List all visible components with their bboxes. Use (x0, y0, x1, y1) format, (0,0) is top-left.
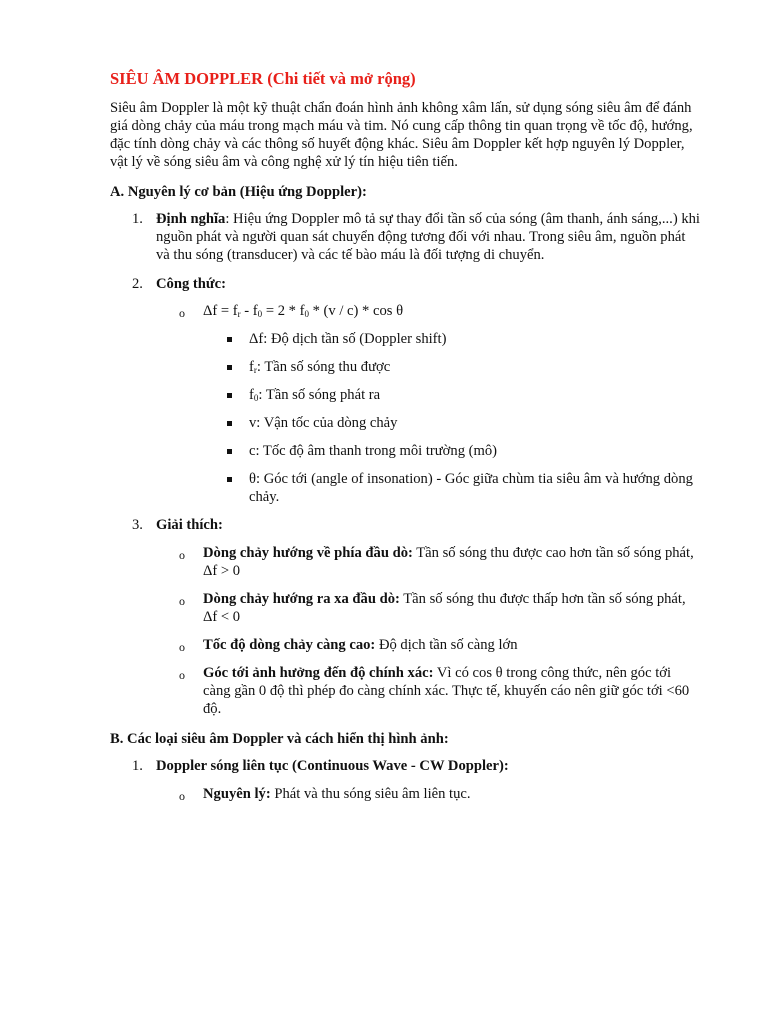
list-number: 1. (132, 211, 143, 227)
list-number: 2. (132, 276, 143, 292)
def-text: : Tần số sóng phát ra (258, 387, 381, 403)
explanation-point (203, 590, 698, 626)
point-text: Tần số sóng thu được cao hơn tần số sóng phát, Δf > 0 (203, 545, 694, 579)
square-bullet (227, 393, 232, 398)
circle-bullet: o (179, 789, 185, 803)
formula (203, 302, 698, 320)
circle-bullet: o (179, 640, 185, 654)
explanation-point (203, 544, 698, 580)
section-b-heading: B. Các loại siêu âm Doppler và cách hiển thị hình ảnh: (110, 731, 449, 747)
intro-paragraph: Siêu âm Doppler là một kỹ thuật chẩn đoán hình ảnh không xâm lấn, sử dụng sóng siêu âm để đánh giá dòng chảy của máu trong mạch máu và tim. Nó cung cấp thông tin quan trọng về tốc độ, hướng, đặc tính dòng chảy và các thông số huyết động khác. Siêu âm Doppler kết hợp nguyên lý Doppler, vật lý về sóng siêu âm và công nghệ xử lý tín hiệu tiên tiến. (110, 100, 693, 170)
point-text: Phát và thu sóng siêu âm liên tục. (270, 786, 471, 802)
item-label: Doppler sóng liên tục (Continuous Wave - CW Doppler): (156, 758, 509, 774)
definition-f0 (249, 386, 699, 404)
item-label: Công thức: (156, 276, 226, 292)
square-bullet (227, 365, 232, 370)
def-subscript: 0 (253, 393, 259, 403)
circle-bullet: o (179, 548, 185, 562)
square-bullet (227, 337, 232, 342)
square-bullet (227, 421, 232, 426)
square-bullet (227, 449, 232, 454)
definition-theta: θ: Góc tới (angle of insonation) - Góc giữa chùm tia siêu âm và hướng dòng chảy. (249, 471, 693, 505)
formula-part: - f (240, 303, 258, 319)
def-subscript: r (253, 365, 257, 375)
definition-c: c: Tốc độ âm thanh trong môi trường (mô) (249, 443, 498, 459)
point-text: Vì có cos θ trong công thức, nên góc tới càng gần 0 độ thì phép đo càng chính xác. Thực tế, khuyến cáo nên giữ góc tới <60 độ. (203, 665, 690, 717)
circle-bullet: o (179, 594, 185, 608)
def-text: : Tần số sóng thu được (256, 359, 391, 375)
formula-part: Δf = f (203, 303, 238, 319)
square-bullet (227, 477, 232, 482)
formula-subscript: r (237, 309, 241, 319)
point-label: Dòng chảy hướng ra xa đầu dò: (203, 591, 400, 607)
principle-point (203, 785, 698, 803)
explanation-point (203, 636, 698, 654)
formula-part: * (v / c) * cos θ (308, 303, 404, 319)
point-label: Dòng chảy hướng về phía đầu dò: (203, 545, 413, 561)
circle-bullet: o (179, 306, 185, 320)
definition-fr (249, 358, 699, 376)
point-label: Góc tới ảnh hưởng đến độ chính xác: (203, 665, 434, 681)
cw-doppler-item (156, 757, 701, 775)
point-text: Tần số sóng thu được thấp hơn tần số sóng phát, Δf < 0 (203, 591, 686, 625)
document-title: SIÊU ÂM DOPPLER (Chi tiết và mở rộng) (110, 69, 416, 88)
def-symbol: f (249, 387, 254, 403)
point-text: Độ dịch tần số càng lớn (375, 637, 518, 653)
explanation-item-label (156, 516, 701, 534)
explanation-point (203, 664, 698, 718)
def-symbol: f (249, 359, 254, 375)
formula-item-label (156, 275, 701, 293)
definition-item (156, 210, 701, 264)
point-label: Tốc độ dòng chảy càng cao: (203, 637, 376, 653)
point-label: Nguyên lý: (203, 786, 271, 802)
definition-v: v: Vận tốc của dòng chảy (249, 415, 398, 431)
list-number: 3. (132, 517, 143, 533)
section-a-heading: A. Nguyên lý cơ bản (Hiệu ứng Doppler): (110, 184, 367, 200)
list-number: 1. (132, 758, 143, 774)
item-label: Giải thích: (156, 517, 223, 533)
circle-bullet: o (179, 668, 185, 682)
item-label: Định nghĩa (156, 211, 226, 227)
definition-delta-f: Δf: Độ dịch tần số (Doppler shift) (249, 331, 447, 347)
formula-part: = 2 * f (262, 303, 305, 319)
item-text: : Hiệu ứng Doppler mô tả sự thay đổi tần số của sóng (âm thanh, ánh sáng,...) khi nguồn phát và người quan sát chuyển động tương đối với nhau. Trong siêu âm, nguồn phát và thu sóng (transducer) và các tế bào máu là đối tượng di chuyển. (156, 211, 700, 263)
formula-subscript: 0 (257, 309, 263, 319)
formula-subscript: 0 (304, 309, 309, 319)
